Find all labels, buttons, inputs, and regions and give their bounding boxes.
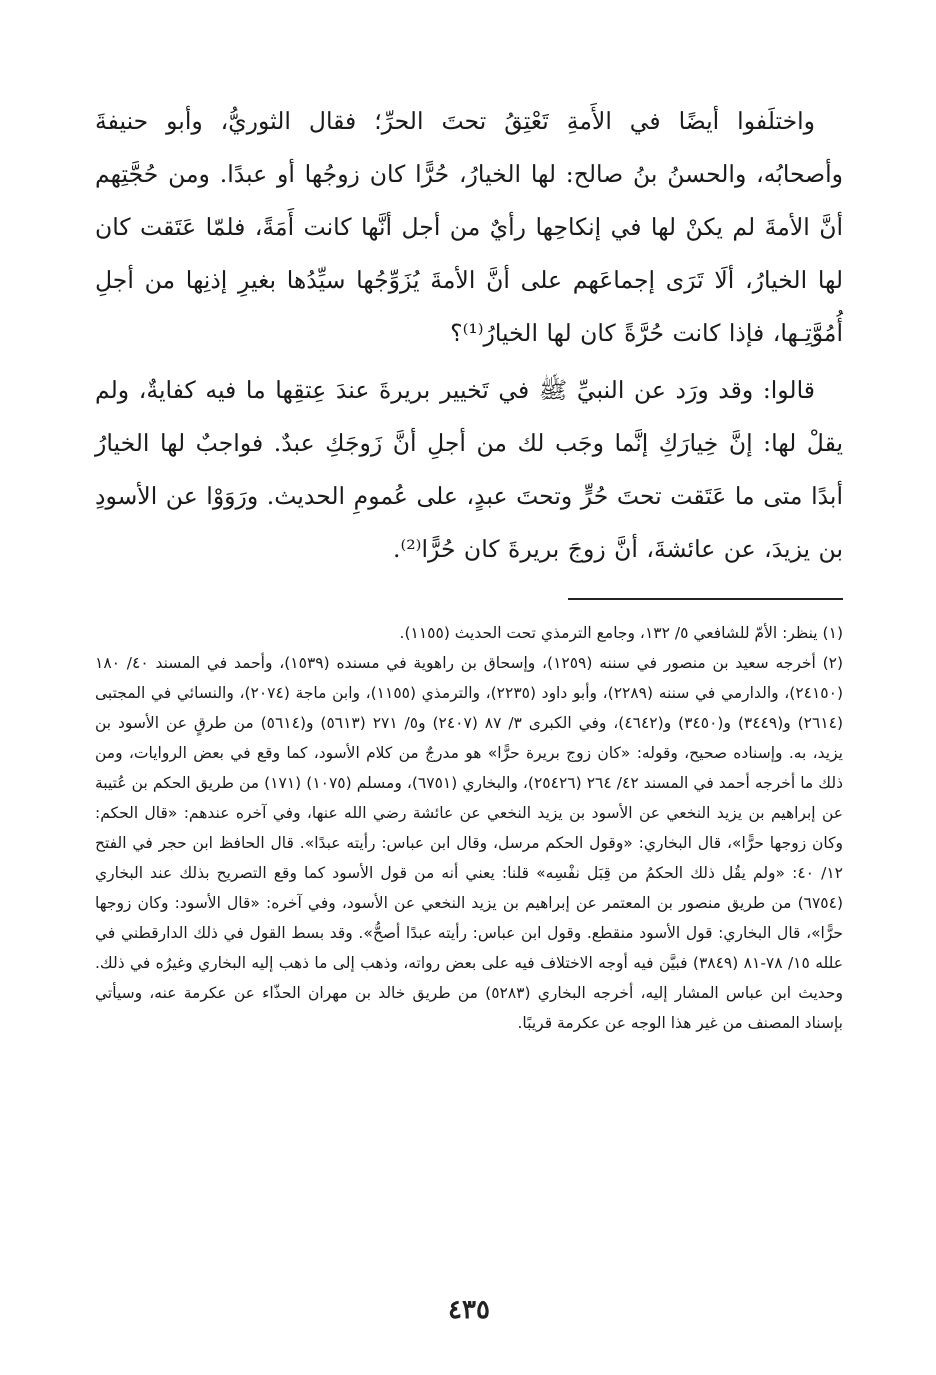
footnote-divider — [568, 598, 843, 600]
footnotes — [95, 618, 843, 1038]
main-paragraph-1: واختلَفوا أيضًا في الأَمةِ تَعْتِقُ تحتَ الحرِّ؛ فقال الثوريُّ، وأبو حنيفةَ وأصحابُه، والحسنُ بنُ صالح: لها الخيارُ، حُرًّا كان زوجُها أو عبدًا. ومن حُجَّتِهم أنَّ الأمةَ لم يكنْ لها في إنكاحِها رأيٌ من أجل أنَّها كانت أَمَةً، فلمّا عَتَقت كان لها الخيارُ، ألَا تَرَى إجماعَهم على أنَّ الأمةَ يُزَوِّجُها سيِّدُها بغيرِ إذنِها من أجلِ أُمُوَّتِـها، فإذا كانت حُرَّةً كان لها الخيارُ⁽¹⁾؟ — [95, 107, 843, 347]
footnote-2: (٢) أخرجه سعيد بن منصور في سننه (١٢٥٩)، وإسحاق بن راهوية في مسنده (١٥٣٩)، وأحمد في المسند ٤٠/ ١٨٠ (٢٤١٥٠)، والدارمي في سننه (٢٢٨٩)، وأبو داود (٢٢٣٥)، والترمذي (١١٥٥)، وابن ماجة (٢٠٧٤)، والنسائي في المجتبى (٢٦١٤) و(٣٤٤٩) و(٣٤٥٠) و(٤٦٤٢)، وفي الكبرى ٣/ ٨٧ (٢٤٠٧) و٥/ ٢٧١ (٥٦١٣) و(٥٦١٤) من طرقٍ عن الأسود بن يزيد، به. وإسناده صحيح، وقوله: «كان زوج بريرة حرًّا» هو مدرجٌ من كلام الأسود، كما وقع في بعض الروايات، ومن ذلك ما أخرجه أحمد في المسند ٤٢/ ٢٦٤ (٢٥٤٢٦)، والبخاري (٦٧٥١)، ومسلم (١٠٧٥) (١٧١) من طريق الحكم بن عُتيبة عن إبراهيم بن يزيد النخعي عن الأسود بن يزيد النخعي عن عائشة رضي الله عنها، وفي آخره عندهم: «قال الحكم: وكان زوجها حرًّا»، قال البخاري: «وقول الحكم مرسل، وقال ابن عباس: رأيته عبدًا». قال الحافظ ابن حجر في الفتح ١٢/ ٤٠: «ولم يقُل ذلك الحكمُ من قِبَل نفْسِه» قلنا: يعني أنه من قول الأسود كما وقع التصريح بذلك عند البخاري (٦٧٥٤) من طريق منصور بن المعتمر عن إبراهيم بن يزيد النخعي عن الأسود، وفي آخره: «قال الأسود: وكان زوجها حرًّا»، قال البخاري: قول الأسود منقطع. وقول ابن عباس: رأيته عبدًا أصحُّ». وقد بسط القول في ذلك الدارقطني في علله ١٥/ ٧٨-٨١ (٣٨٤٩) فبيَّن فيه أوجه الاختلاف فيه على بعض رواته، وذهب إلى ما ذهب إليه البخاري وغيرُه في ذلك. وحديث ابن عباس المشار إليه، أخرجه البخاري (٥٢٨٣) من طريق خالد بن مهران الحذّاء عن عكرمة عنه، وسيأتي بإسناد المصنف من غير هذا الوجه عن عكرمة قريبًا. — [95, 654, 844, 1032]
main-text — [95, 95, 843, 576]
book-page — [95, 95, 843, 1325]
page-number: ٤٣٥ — [448, 1295, 490, 1325]
main-paragraph-2: قالوا: وقد ورَد عن النبيِّ ﷺ في تَخيير بريرةَ عندَ عِتقِها ما فيه كفايةٌ، ولم يقلْ لها: إنَّ خِيارَكِ إنَّما وجَب لك من أجلِ أنَّ زَوجَكِ عبدٌ. فواجبٌ لها الخيارُ أبدًا متى ما عَتَقت تحتَ حُرٍّ وتحتَ عبدٍ، على عُمومِ الحديث. ورَوَوْا عن الأسودِ بن يزيدَ، عن عائشةَ، أنَّ زوجَ بريرةَ كان حُرًّا⁽²⁾. — [95, 376, 843, 563]
footnote-1: (١) ينظر: الأمّ للشافعي ٥/ ١٣٢، وجامع الترمذي تحت الحديث (١١٥٥). — [399, 624, 843, 642]
